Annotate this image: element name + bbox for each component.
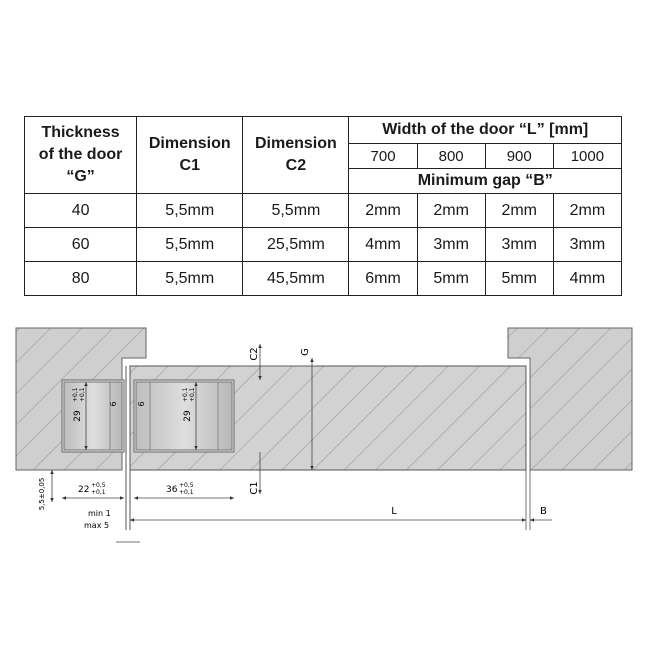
table-row — [25, 262, 622, 296]
cell-c2: 45,5mm — [243, 262, 349, 296]
svg-text:22: 22 — [78, 485, 90, 495]
cell-g: 80 — [25, 262, 137, 296]
svg-text:+0,5: +0,5 — [91, 482, 106, 489]
cell-gap: 3mm — [485, 228, 553, 262]
svg-text:36: 36 — [166, 485, 178, 495]
svg-text:29: 29 — [183, 410, 193, 422]
table-row — [25, 194, 622, 228]
cell-gap: 5mm — [417, 262, 485, 296]
dim-5-5: 5,5±0,05 — [38, 477, 46, 511]
header-thickness: Thickness of the door “G” — [25, 117, 137, 194]
header-door-width: Width of the door “L” [mm] — [349, 117, 622, 144]
dim-6-left: 6 — [109, 401, 118, 407]
frame-right — [508, 328, 632, 470]
cell-g: 40 — [25, 194, 137, 228]
svg-text:+0,1: +0,1 — [179, 489, 194, 496]
label-c1: C1 — [249, 481, 260, 495]
header-dimension-c1: Dimension C1 — [137, 117, 243, 194]
installation-drawing — [0, 316, 646, 548]
dim-36 — [166, 482, 194, 496]
width-1000: 1000 — [553, 144, 621, 169]
table-row — [25, 228, 622, 262]
cell-gap: 2mm — [417, 194, 485, 228]
label-b: B — [540, 506, 547, 517]
cell-gap: 3mm — [417, 228, 485, 262]
svg-text:+0,5: +0,5 — [179, 482, 194, 489]
cell-g: 60 — [25, 228, 137, 262]
label-min-gap: min 1 — [88, 509, 111, 518]
svg-text:29: 29 — [73, 410, 83, 422]
dim-6-right: 6 — [137, 401, 146, 407]
label-l: L — [391, 506, 397, 517]
svg-text:+0,1: +0,1 — [182, 387, 189, 402]
width-900: 900 — [485, 144, 553, 169]
cell-gap: 3mm — [553, 228, 621, 262]
cell-c2: 5,5mm — [243, 194, 349, 228]
cell-c1: 5,5mm — [137, 262, 243, 296]
cell-gap: 2mm — [485, 194, 553, 228]
label-g: G — [300, 348, 311, 356]
cell-gap: 2mm — [553, 194, 621, 228]
cell-c1: 5,5mm — [137, 228, 243, 262]
header-dimension-c2: Dimension C2 — [243, 117, 349, 194]
svg-text:+0,1: +0,1 — [91, 489, 106, 496]
dimension-table — [24, 116, 622, 296]
svg-text:+0,1: +0,1 — [79, 387, 86, 402]
cell-gap: 4mm — [349, 228, 417, 262]
width-800: 800 — [417, 144, 485, 169]
label-max-gap: max 5 — [84, 521, 110, 530]
header-minimum-gap: Minimum gap “B” — [349, 169, 622, 194]
dim-22 — [78, 482, 106, 496]
svg-text:+0,1: +0,1 — [189, 387, 196, 402]
cell-gap: 4mm — [553, 262, 621, 296]
width-700: 700 — [349, 144, 417, 169]
label-c2: C2 — [249, 347, 260, 361]
cell-c2: 25,5mm — [243, 228, 349, 262]
svg-text:+0,1: +0,1 — [72, 387, 79, 402]
cell-gap: 2mm — [349, 194, 417, 228]
cell-gap: 5mm — [485, 262, 553, 296]
cell-gap: 6mm — [349, 262, 417, 296]
cell-c1: 5,5mm — [137, 194, 243, 228]
